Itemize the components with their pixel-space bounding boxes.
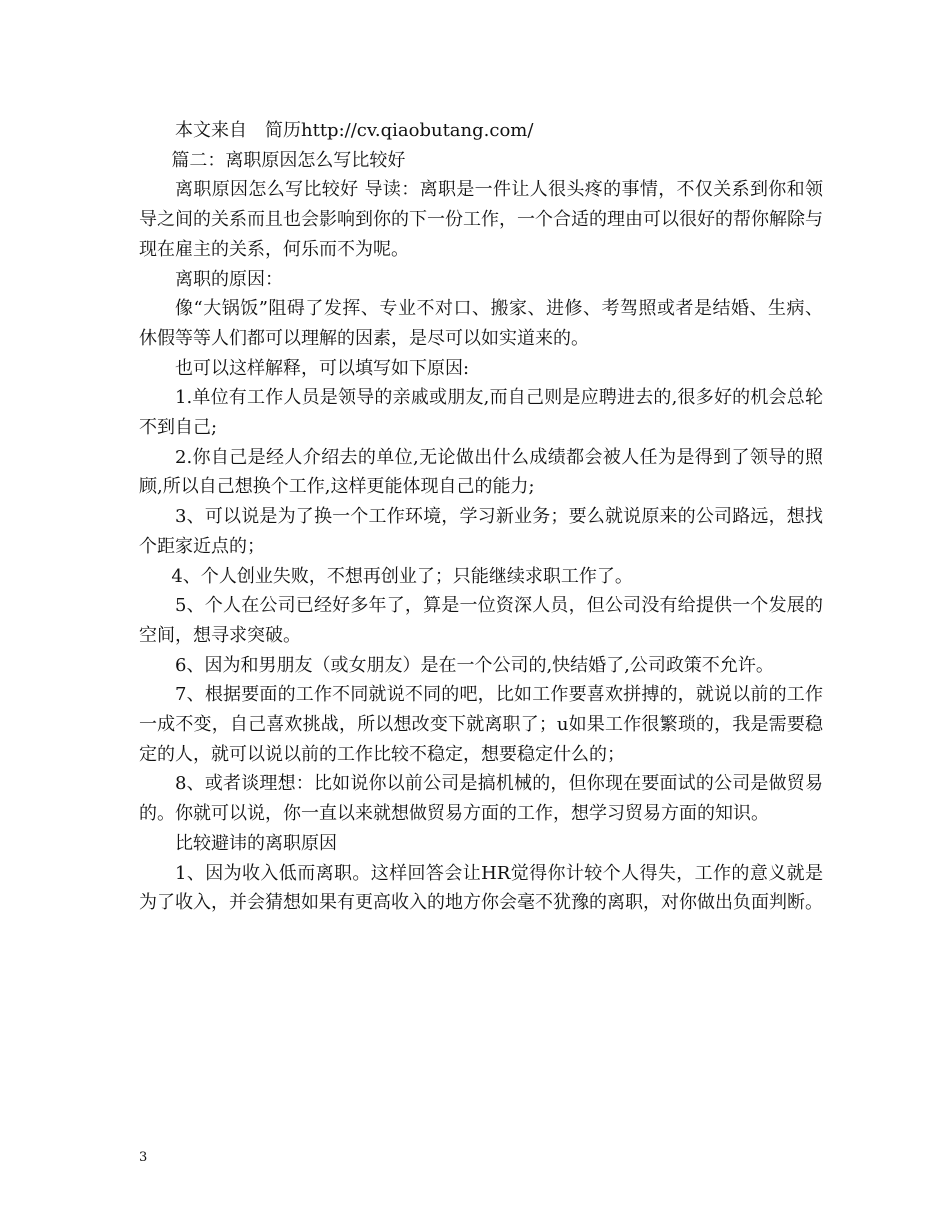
paragraph-reason-4: 4、个人创业失败，不想再创业了；只能继续求职工作了。: [171, 565, 633, 587]
paragraph-reason-1: 1.单位有工作人员是领导的亲戚或朋友,而自己则是应聘进去的,很多好的机会总轮不到自己;: [139, 387, 823, 439]
paragraph-reason-3: 3、可以说是为了换一个工作环境，学习新业务；要么就说原来的公司路远，想找个距家近点的；: [139, 506, 823, 557]
paragraph-avoid-reason-1: 1、因为收入低而离职。这样回答会让HR觉得你计较个人得失，工作的意义就是为了收入，并会猜想如果有更高收入的地方你会毫不犹豫的离职，对你做出负面判断。: [139, 862, 823, 914]
paragraph-reason-6: 6、因为和男朋友（或女朋友）是在一个公司的,快结婚了,公司政策不允许。: [175, 654, 774, 676]
paragraph-reasons-heading: 离职的原因：: [175, 268, 283, 290]
paragraph-reason-2: 2.你自己是经人介绍去的单位,无论做出什么成绩都会被人任为是得到了领导的照顾,所以自己想换个工作,这样更能体现自己的能力;: [139, 446, 823, 498]
paragraph-explain-heading: 也可以这样解释，可以填写如下原因:: [175, 357, 470, 379]
document-body: [139, 116, 823, 918]
paragraph-section-heading: 篇二：离职原因怎么写比较好: [171, 149, 406, 171]
paragraph-source-note: 本文来自 简历http://cv.qiaobutang.com/: [175, 120, 534, 141]
paragraph-intro: 离职原因怎么写比较好 导读：离职是一件让人很头疼的事情，不仅关系到你和领导之间的关系而且也会影响到你的下一份工作，一个合适的理由可以很好的帮你解除与现在雇主的关系，何乐而不为呢。: [139, 179, 823, 260]
paragraph-reason-5: 5、个人在公司已经好多年了，算是一位资深人员，但公司没有给提供一个发展的空间，想寻求突破。: [139, 595, 823, 646]
paragraph-reason-7: 7、根据要面的工作不同就说不同的吧，比如工作要喜欢拼搏的，就说以前的工作一成不变，自己喜欢挑战，所以想改变下就离职了；u如果工作很繁琐的，我是需要稳定的人，就可以说以前的工作比较不稳定，想要稳定什么的；: [139, 684, 823, 765]
paragraph-avoid-heading: 比较避讳的离职原因: [175, 832, 337, 854]
paragraph-reason-8: 8、或者谈理想：比如说你以前公司是搞机械的，但你现在要面试的公司是做贸易的。你就可以说，你一直以来就想做贸易方面的工作，想学习贸易方面的知识。: [139, 773, 823, 825]
paragraph-understandable-reasons: 像“大锅饭”阻碍了发挥、专业不对口、搬家、进修、考驾照或者是结婚、生病、休假等等人们都可以理解的因素，是尽可以如实道来的。: [139, 298, 823, 349]
page-number: 3: [139, 1150, 148, 1165]
